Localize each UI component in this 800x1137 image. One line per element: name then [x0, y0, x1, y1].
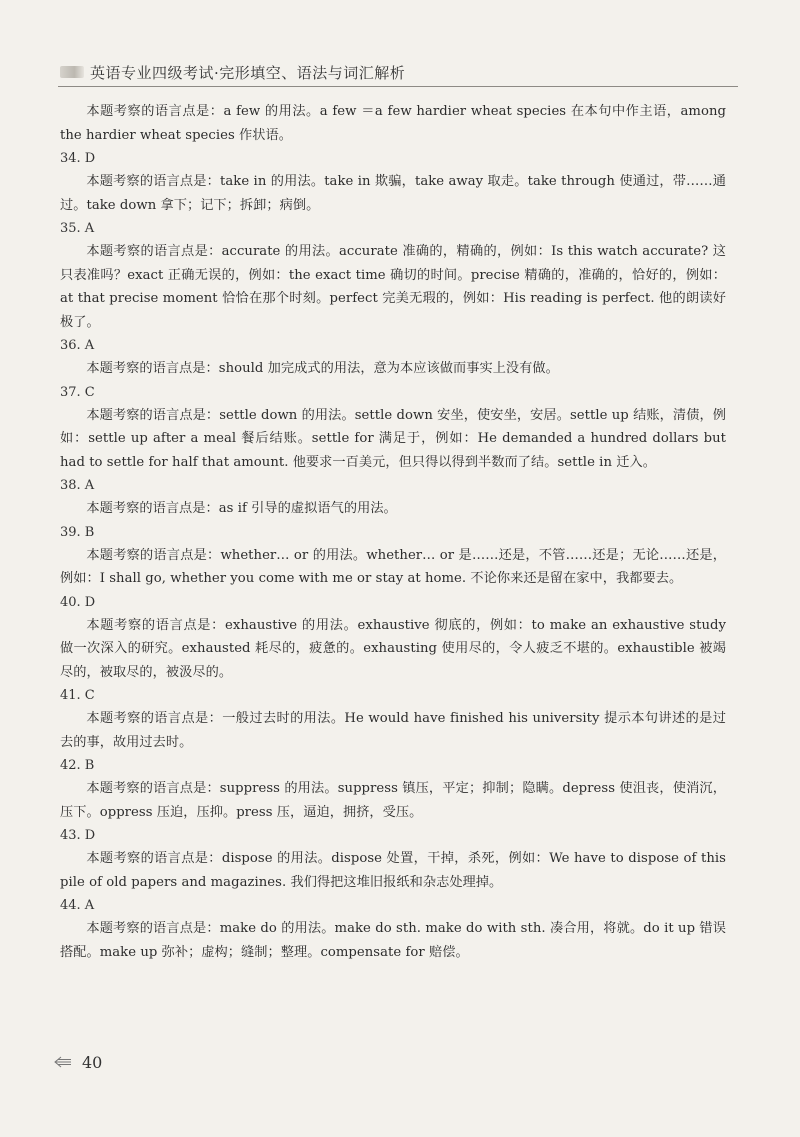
entry-38 [60, 475, 726, 521]
answer-number: 39. B [60, 524, 95, 540]
explanation-text: 本题考察的语言点是：make do 的用法。make do sth. make do with sth. 凑合用，将就。do it up 错误搭配。make up 弥补；虚构；缝制；整理。compensate for 赔偿。 [60, 921, 726, 960]
answer-number: 41. C [60, 688, 95, 703]
explanation-text: 本题考察的语言点是：dispose 的用法。dispose 处置，干掉，杀死，例如：We have to dispose of this pile of old papers and magazines. 我们得把这堆旧报纸和杂志处理掉。 [60, 851, 726, 890]
page-number: 40 [82, 1052, 103, 1072]
entry-37 [60, 382, 726, 475]
answer-number: 35. A [60, 221, 95, 236]
explanation-text: 本题考察的语言点是：as if 引导的虚拟语气的用法。 [86, 501, 397, 516]
entry-35 [60, 218, 726, 334]
explanation-text: 本题考察的语言点是：a few 的用法。a few ＝a few hardier wheat species 在本句中作主语，among the hardier wheat species 作状语。 [60, 104, 726, 143]
entry-43 [60, 825, 726, 894]
answer-explanations [60, 100, 726, 965]
entry-42 [60, 755, 726, 824]
header-ornament-icon [60, 66, 84, 78]
entry-40 [60, 592, 726, 685]
entry-44 [60, 895, 726, 964]
entry-41 [60, 685, 726, 754]
answer-number: 36. A [60, 338, 95, 353]
answer-number: 38. A [60, 478, 95, 493]
explanation-text: 本题考察的语言点是：accurate 的用法。accurate 准确的，精确的，例如：Is this watch accurate? 这只表准吗？exact 正确无误的，例如：the exact time 确切的时间。precise 精确的，准确的，恰好的，例如：at that precise moment 恰恰在那个时刻。perfect 完美无瑕的，例如：His reading is perfect. 他的朗读好极了。 [60, 244, 726, 330]
entry-34 [60, 148, 726, 217]
answer-number: 40. D [60, 594, 96, 610]
answer-number: 44. A [60, 898, 95, 913]
explanation-text: 本题考察的语言点是：exhaustive 的用法。exhaustive 彻底的，例如：to make an exhaustive study 做一次深入的研究。exhausted 耗尽的，疲惫的。exhausting 使用尽的，令人疲乏不堪的。exhaustible 被竭尽的，被取尽的，被汲尽的。 [60, 617, 726, 680]
entry-33 [60, 100, 726, 147]
running-head [60, 58, 405, 86]
page-footer [54, 1050, 102, 1074]
entry-39 [60, 522, 726, 591]
left-arrow-icon [54, 1056, 72, 1068]
answer-number: 37. C [60, 384, 95, 400]
explanation-text: 本题考察的语言点是：suppress 的用法。suppress 镇压，平定；抑制；隐瞒。depress 使沮丧，使消沉，压下。oppress 压迫，压抑。press 压，逼迫，拥挤，受压。 [60, 781, 726, 820]
explanation-text: 本题考察的语言点是：settle down 的用法。settle down 安坐，使安坐，安居。settle up 结账，清债，例如：settle up after a meal 餐后结账。settle for 满足于，例如：He demanded a hundred dollars but had to settle for half that amount. 他要求一百美元，但只得以得到半数而了结。settle in 迁入。 [60, 407, 726, 470]
explanation-text: 本题考察的语言点是：whether… or 的用法。whether… or 是……还是，不管……还是；无论……还是，例如：I shall go, whether you come with me or stay at home. 不论你来还是留在家中，我都要去。 [60, 547, 726, 586]
running-head-title: 英语专业四级考试·完形填空、语法与词汇解析 [90, 63, 406, 82]
answer-number: 34. D [60, 151, 96, 166]
answer-number: 43. D [60, 828, 96, 843]
header-divider [58, 86, 738, 87]
explanation-text: 本题考察的语言点是：一般过去时的用法。He would have finished his university 提示本句讲述的是过去的事，故用过去时。 [60, 711, 726, 750]
entry-36 [60, 335, 726, 381]
explanation-text: 本题考察的语言点是：take in 的用法。take in 欺骗，take away 取走。take through 使通过，带……通过。take down 拿下；记下；拆卸；病倒。 [60, 174, 726, 213]
explanation-text: 本题考察的语言点是：should 加完成式的用法，意为本应该做而事实上没有做。 [86, 361, 559, 376]
answer-number: 42. B [60, 758, 95, 773]
